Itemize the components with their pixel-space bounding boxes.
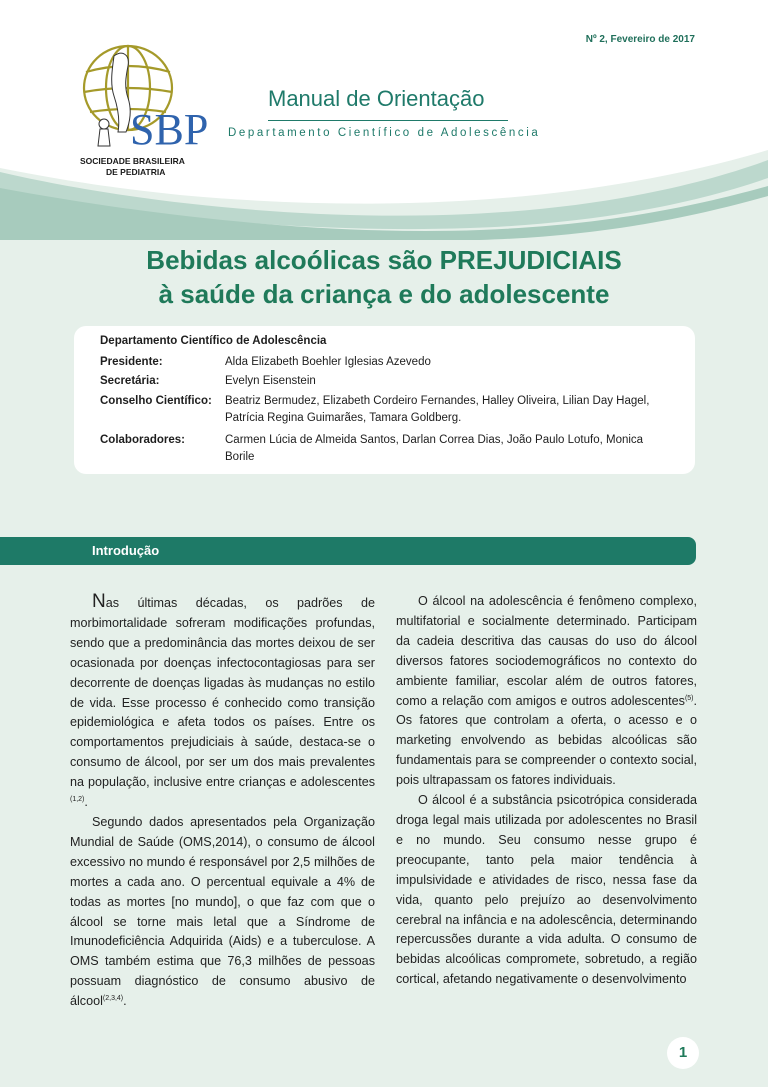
- paragraph: [396, 592, 697, 791]
- sbp-logo: [70, 36, 210, 166]
- body-column-left: [70, 592, 375, 1012]
- issue-date: Nº 2, Fevereiro de 2017: [585, 34, 695, 45]
- credits-department: Departamento Científico de Adolescência: [100, 335, 327, 347]
- document-title: [0, 243, 768, 311]
- logo-caption: [80, 156, 210, 178]
- drop-cap: N: [92, 591, 106, 612]
- logo-caption-line1: SOCIEDADE BRASILEIRA: [80, 156, 185, 166]
- paragraph-text: as últimas décadas, os padrões de morbimortalidade sofreram modificações profundas, sendo que a predominância das mortes deixou de ser ocasionada por doenças infectocontagiosas para ser decorrente de doenças ligadas às mudanças no estilo de vida. Esse processo é conhecido como transição epidemiológica e afeta todos os países. Entre os comportamentos prejudiciais à saúde, destaca-se o consumo de álcool, por ser um dos mais prevalentes na população, inclusive entre crianças e adolescentes: [70, 596, 375, 790]
- paragraph: Nas últimas décadas, os padrões de morbimortalidade sofreram modificações profundas, sendo que a predominância das mortes deixou de ser ocasionada por doenças infectocontagiosas para ser decorrente de doenças ligadas às mudanças no estilo de vida. Esse processo é conhecido como transição epidemiológica e afeta todos os países. Entre os comportamentos prejudiciais à saúde, destaca-se o consumo de álcool, por ser um dos mais prevalentes na população, inclusive entre crianças e adolescentes $^{(1,2)}$.: [70, 591, 375, 810]
- credits-value: Beatriz Bermudez, Elizabeth Cordeiro Fernandes, Halley Oliveira, Lilian Day Hagel, Patrícia Regina Guimarães, Tamara Goldberg.: [225, 395, 650, 424]
- department-subtitle: Departamento Científico de Adolescência: [228, 127, 541, 139]
- credits-value: Carmen Lúcia de Almeida Santos, Darlan Correa Dias, João Paulo Lotufo, Monica Borile: [225, 434, 644, 463]
- credits-label: Conselho Científico:: [100, 395, 212, 407]
- paragraph-text: O álcool é a substância psicotrópica considerada droga legal mais utilizada por adolescentes no Brasil e no mundo. Seu consumo nesse grupo é preocupante, tanto pela maior tendência à impulsividade e atividades de risco, nessa fase da vida, quanto pelo prejuízo ao desenvolvimento cerebral na infância e na adolescência, determinando repercussões durante a vida adulta. O consumo de bebidas alcoólicas compromete, sobretudo, a região cortical, afetando negativamente o desenvolvimento: [396, 793, 697, 987]
- citation: (1,2): [70, 795, 85, 803]
- credits-value: Alda Elizabeth Boehler Iglesias Azevedo: [225, 356, 431, 368]
- sbp-logo-text: SBP: [130, 105, 209, 154]
- credits-label: Presidente:: [100, 356, 163, 368]
- title-divider: [268, 120, 508, 121]
- paragraph: [396, 791, 697, 990]
- title-line-2: à saúde da criança e do adolescente: [158, 279, 610, 309]
- body-column-right: [396, 592, 697, 990]
- credits-label: Colaboradores:: [100, 434, 185, 446]
- section-header-introduction: [0, 537, 696, 565]
- logo-caption-line2: DE PEDIATRIA: [106, 167, 166, 177]
- paragraph-text: O álcool na adolescência é fenômeno complexo, multifatorial e socialmente determinado. Participam da cadeia descritiva das causas do uso do álcool diversos fatores sociodemográficos no contexto do ambiente familiar, escolar além de outros fatores, como a relação com amigos e outros adolescentes: [396, 594, 697, 708]
- citation: (2,3,4): [102, 994, 124, 1002]
- credits-value: Evelyn Eisenstein: [225, 375, 316, 387]
- paragraph-text: Segundo dados apresentados pela Organização Mundial de Saúde (OMS,2014), o consumo de álcool excessivo no mundo é responsável por 2,5 milhões de mortes a cada ano. O percentual equivale a 4% de todas as mortes [no mundo], o que faz com que o álcool se torne mais letal que a Síndrome de Imunodeficiência Adquirida (Aids) e a tuberculose. A OMS também estima que 76,3 milhões de pessoas possuam diagnóstico de consumo abusivo de álcool: [70, 814, 375, 1009]
- credits-box: [74, 326, 695, 474]
- citation: (5): [684, 694, 694, 702]
- credits-label: Secretária:: [100, 375, 160, 387]
- title-line-1: Bebidas alcoólicas são PREJUDICIAIS: [146, 245, 622, 275]
- paragraph-text: . Os fatores que controlam a oferta, o acesso e o marketing envolvendo as bebidas alcoólicas são fundamentais para se compreender o contexto social, pois ultrapassam os fatores individuais.: [396, 693, 697, 788]
- manual-title: Manual de Orientação: [268, 86, 485, 111]
- section-title: Introdução: [92, 543, 160, 558]
- paragraph: Segundo dados apresentados pela Organização Mundial de Saúde (OMS,2014), o consumo de álcool excessivo no mundo é responsável por 2,5 milhões de mortes a cada ano. O percentual equivale a 4% de todas as mortes [no mundo], o que faz com que o álcool se torne mais letal que a Síndrome de Imunodeficiência Adquirida (Aids) e a tuberculose. A OMS também estima que 76,3 milhões de pessoas possuam diagnóstico de consumo abusivo de álcool$^{(2,3,4)}$.: [70, 814, 375, 1009]
- page-number: 1: [667, 1037, 699, 1069]
